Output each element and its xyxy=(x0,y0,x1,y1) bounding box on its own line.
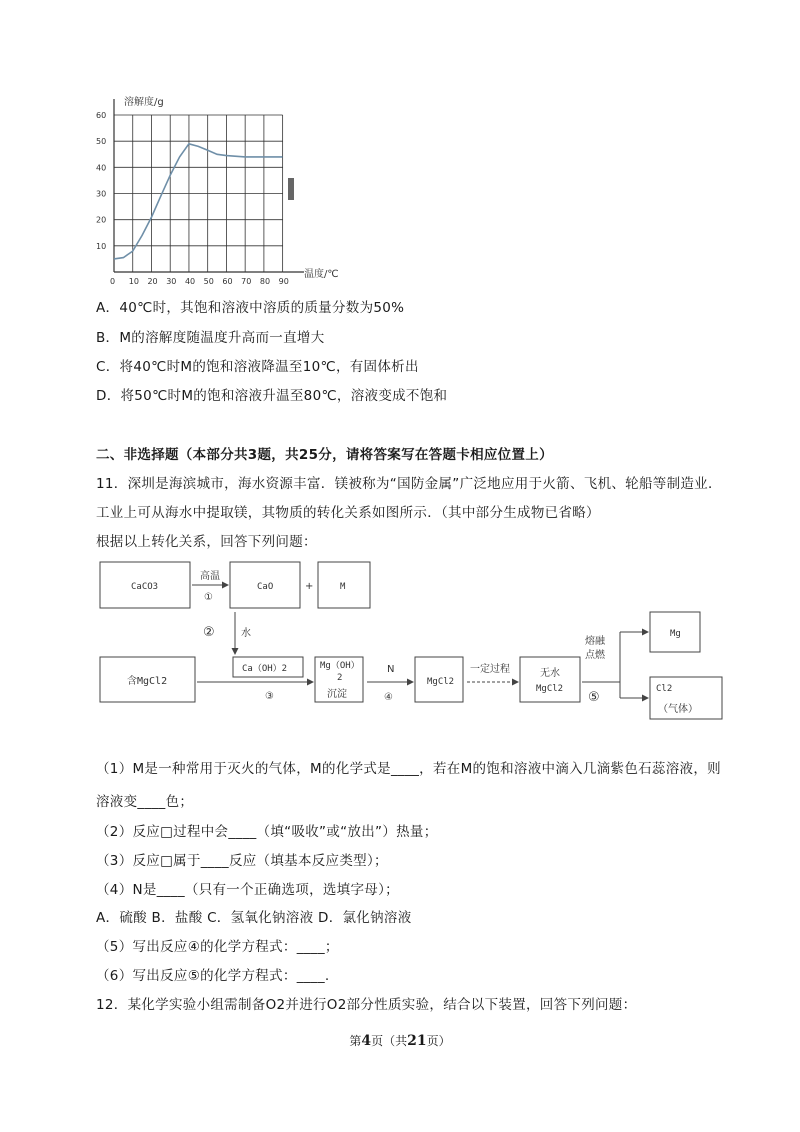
x-tick-label: 50 xyxy=(203,277,214,285)
label-caoh2: Ca（OH）2 xyxy=(242,664,288,674)
label-gas: （气体） xyxy=(658,704,698,715)
chart-scan-mark xyxy=(288,178,294,200)
label-anhydrous-mgcl2: MgCl2 xyxy=(536,684,564,694)
label-precip: 沉淀 xyxy=(327,689,347,700)
solubility-curve xyxy=(114,144,283,259)
label-ignite: 点燃 xyxy=(585,650,605,661)
q11-sub5: （5）写出反应④的化学方程式：____； xyxy=(96,939,339,955)
y-tick-label: 60 xyxy=(96,111,107,120)
footer-mid: 页（共 xyxy=(371,1034,408,1048)
label-cao: CaO xyxy=(257,582,274,592)
x-tick-label: 0 xyxy=(110,277,116,285)
label-cl2: Cl2 xyxy=(656,684,673,694)
solubility-chart xyxy=(92,95,352,285)
q11-line1: 11．深圳是海滨城市，海水资源丰富．镁被称为“国防金属”广泛地应用于火箭、飞机、轮船等制造业． xyxy=(96,476,722,492)
label-step4: ④ xyxy=(384,692,393,703)
footer-total: 21 xyxy=(407,1033,427,1049)
q11-sub6: （6）写出反应⑤的化学方程式：____. xyxy=(96,968,330,984)
option-c: C．将40℃时M的饱和溶液降温至10℃，有固体析出 xyxy=(96,359,419,375)
x-tick-label: 90 xyxy=(278,277,289,285)
label-step2: ② xyxy=(203,625,215,640)
label-high-temp: 高温 xyxy=(200,571,220,582)
label-process: 一定过程 xyxy=(470,664,510,675)
x-tick-label: 60 xyxy=(222,277,233,285)
label-mgoh2-sub: 2 xyxy=(337,673,343,683)
x-tick-label: 40 xyxy=(184,277,196,285)
page-footer xyxy=(0,1032,800,1049)
box-anhydrous xyxy=(520,657,580,702)
option-b: B．M的溶解度随温度升高而一直增大 xyxy=(96,330,325,346)
label-caco3: CaCO3 xyxy=(131,582,159,592)
label-plus: + xyxy=(305,581,314,592)
chart-ticks xyxy=(96,111,289,285)
y-tick-label: 20 xyxy=(96,215,107,225)
footer-page: 4 xyxy=(361,1033,372,1049)
x-tick-label: 20 xyxy=(147,277,158,285)
x-tick-label: 30 xyxy=(166,277,177,285)
footer-post: 页） xyxy=(426,1034,451,1048)
q11-line2: 工业上可从海水中提取镁，其物质的转化关系如图所示．（其中部分生成物已省略） xyxy=(96,505,600,521)
q11-sub2: （2）反应□过程中会____（填“吸收”或“放出”）热量； xyxy=(96,824,438,840)
label-melt: 熔融 xyxy=(585,636,605,647)
q11-sub4-options: A．硫酸 B．盐酸 C．氢氧化钠溶液 D．氯化钠溶液 xyxy=(96,910,412,926)
label-mgcl2: MgCl2 xyxy=(427,677,455,687)
label-mgoh2: Mg（OH） xyxy=(320,661,360,671)
x-tick-label: 10 xyxy=(128,277,139,285)
q11-sub3: （3）反应□属于____反应（填基本反应类型）； xyxy=(96,853,388,869)
label-mg: Mg xyxy=(670,629,681,639)
q11-sub1-a: （1）M是一种常用于灭火的气体，M的化学式是____，若在M的饱和溶液中滴入几滴紫色石蕊溶液，则 xyxy=(96,761,721,777)
conversion-diagram xyxy=(95,560,735,725)
label-step5: ⑤ xyxy=(588,690,600,705)
chart-xlabel: 温度/℃ xyxy=(304,269,339,280)
section-title: 二、非选择题（本部分共3题，共25分，请将答案写在答题卡相应位置上） xyxy=(96,447,553,463)
x-tick-label: 80 xyxy=(259,277,271,285)
y-tick-label: 30 xyxy=(96,189,107,199)
q11-sub1-b: 溶液变____色； xyxy=(96,794,194,810)
label-step1: ① xyxy=(204,592,213,603)
y-tick-label: 40 xyxy=(96,163,107,173)
y-tick-label: 10 xyxy=(96,241,107,251)
q11-line3: 根据以上转化关系，回答下列问题： xyxy=(96,534,317,550)
footer-pre: 第 xyxy=(349,1034,362,1048)
option-a: A．40℃时，其饱和溶液中溶质的质量分数为50% xyxy=(96,300,405,316)
label-n: N xyxy=(387,664,395,675)
option-d: D．将50℃时M的饱和溶液升温至80℃，溶液变成不饱和 xyxy=(96,388,448,404)
label-sea-mgcl2: 含MgCl2 xyxy=(127,676,168,687)
q11-sub4: （4）N是____（只有一个正确选项，选填字母）； xyxy=(96,882,399,898)
label-anhydrous: 无水 xyxy=(540,668,560,679)
label-step3: ③ xyxy=(265,691,274,702)
q12-line1: 12．某化学实验小组需制备O2并进行O2部分性质实验，结合以下装置，回答下列问题： xyxy=(96,997,637,1013)
label-water: 水 xyxy=(241,628,251,639)
x-tick-label: 70 xyxy=(241,277,252,285)
chart-grid xyxy=(114,99,304,272)
chart-ylabel: 溶解度/g xyxy=(124,97,164,108)
label-m: M xyxy=(340,582,346,592)
y-tick-label: 50 xyxy=(96,137,107,147)
